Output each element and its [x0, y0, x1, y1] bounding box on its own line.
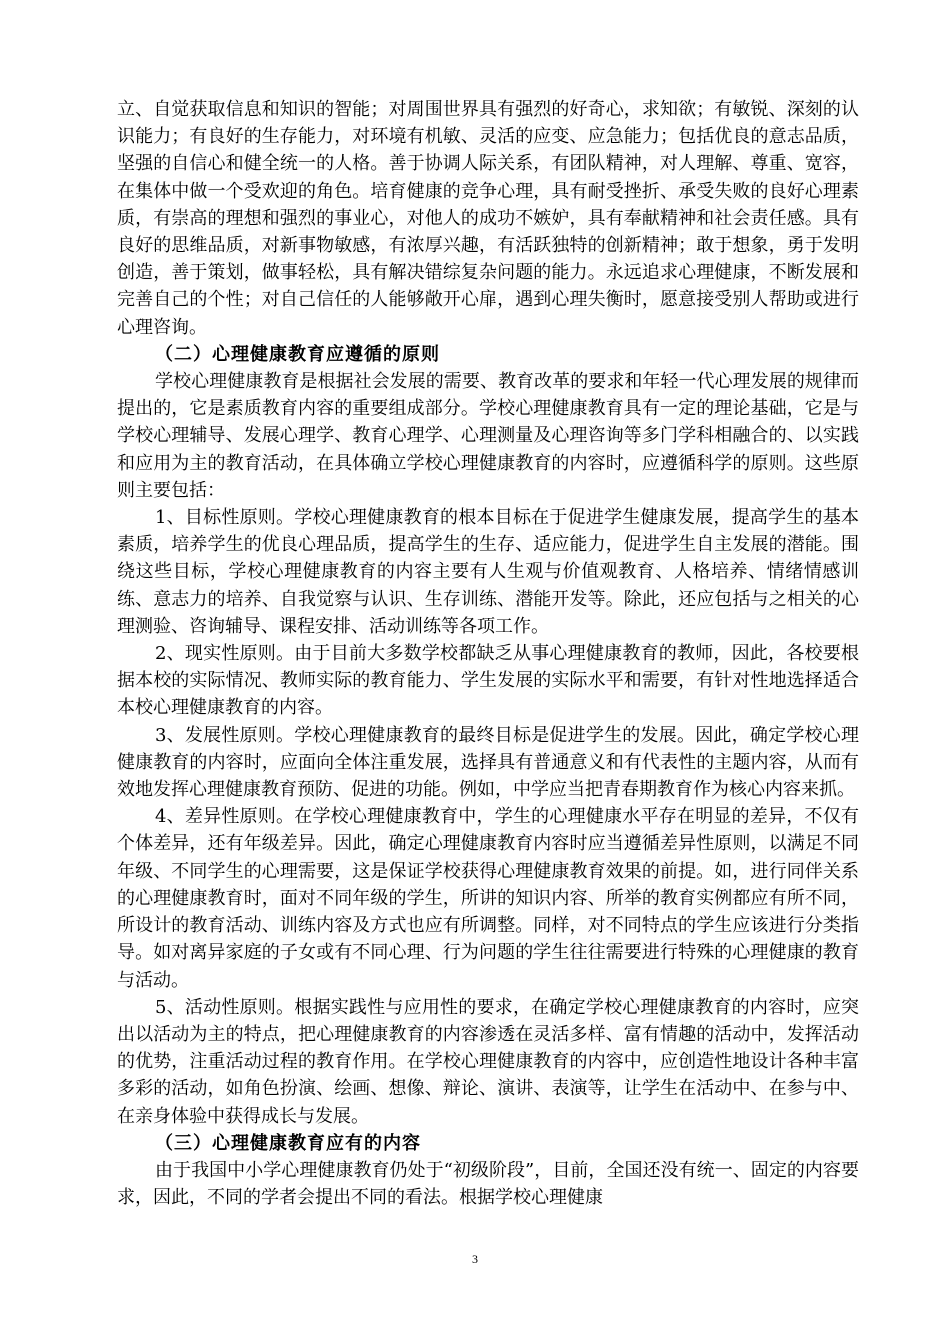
paragraph-principle-difference: 4、差异性原则。在学校心理健康教育中，学生的心理健康水平存在明显的差异，不仅有个体差异，还有年级差异。因此，确定心理健康教育内容时应当遵循差异性原则，以满足不同年级、不同学生的心理需要，这是保证学校获得心理健康教育效果的前提。如，进行同伴关系的心理健康教育时，面对不同年级的学生，所讲的知识内容、所举的教育实例都应有所不同，所设计的教育活动、训练内容及方式也应有所调整。同样，对不同特点的学生应该进行分类指导。如对离异家庭的子女或有不同心理、行为问题的学生往往需要进行特殊的心理健康的教育与活动。	[117, 806, 859, 991]
section-heading-principles: （二）心理健康教育应遵循的原则	[155, 343, 440, 365]
paragraph-personality-traits: 立、自觉获取信息和知识的智能；对周围世界具有强烈的好奇心，求知欲；有敏锐、深刻的认识能力；有良好的生存能力，对环境有机敏、灵活的应变、应急能力；包括优良的意志品质，坚强的自信心和健全统一的人格。善于协调人际关系，有团队精神，对人理解、尊重、宽容，在集体中做一个受欢迎的角色。培育健康的竞争心理，具有耐受挫折、承受失败的良好心理素质，有崇高的理想和强烈的事业心，对他人的成功不嫉妒，具有奉献精神和社会责任感。具有良好的思维品质，对新事物敏感，有浓厚兴趣，有活跃独特的创新精神；敢于想象，勇于发明创造，善于策划，做事轻松，具有解决错综复杂问题的能力。永远追求心理健康，不断发展和完善自己的个性；对自己信任的人能够敞开心扉，遇到心理失衡时，愿意接受别人帮助或进行心理咨询。	[117, 99, 859, 338]
paragraph-principles-intro: 学校心理健康教育是根据社会发展的需要、教育改革的要求和年轻一代心理发展的规律而提出的，它是素质教育内容的重要组成部分。学校心理健康教育具有一定的理论基础，它是与学校心理辅导、发展心理学、教育心理学、心理测量及心理咨询等多门学科相融合的、以实践和应用为主的教育活动，在具体确立学校心理健康教育的内容时，应遵循科学的原则。这些原则主要包括：	[117, 371, 859, 501]
paragraph-content-intro: 由于我国中小学心理健康教育仍处于“初级阶段”，目前，全国还没有统一、固定的内容要求，因此，不同的学者会提出不同的看法。根据学校心理健康	[117, 1159, 859, 1209]
section-heading-content: （三）心理健康教育应有的内容	[155, 1132, 421, 1154]
paragraph-principle-reality: 2、现实性原则。由于目前大多数学校都缺乏从事心理健康教育的教师，因此，各校要根据本校的实际情况、教师实际的教育能力、学生发展的实际水平和需要，有针对性地选择适合本校心理健康教育的内容。	[117, 643, 859, 719]
paragraph-principle-development: 3、发展性原则。学校心理健康教育的最终目标是促进学生的发展。因此，确定学校心理健康教育的内容时，应面向全体注重发展，选择具有普通意义和有代表性的主题内容，从而有效地发挥心理健康教育预防、促进的功能。例如，中学应当把青春期教育作为核心内容来抓。	[117, 724, 859, 801]
paragraph-principle-goal: 1、目标性原则。学校心理健康教育的根本目标在于促进学生健康发展，提高学生的基本素质，培养学生的优良心理品质，提高学生的生存、适应能力，促进学生自主发展的潜能。围绕这些目标，学校心理健康教育的内容主要有人生观与价值观教育、人格培养、情绪情感训练、意志力的培养、自我觉察与认识、生存训练、潜能开发等。除此，还应包括与之相关的心理测验、咨询辅导、课程安排、活动训练等各项工作。	[117, 507, 859, 637]
paragraph-principle-activity: 5、活动性原则。根据实践性与应用性的要求，在确定学校心理健康教育的内容时，应突出以活动为主的特点，把心理健康教育的内容渗透在灵活多样、富有情趣的活动中，发挥活动的优势，注重活动过程的教育作用。在学校心理健康教育的内容中，应创造性地设计各种丰富多彩的活动，如角色扮演、绘画、想像、辩论、演讲、表演等，让学生在活动中、在参与中、在亲身体验中获得成长与发展。	[117, 996, 859, 1127]
document-body	[117, 96, 859, 1211]
page-number: 3	[472, 1252, 478, 1266]
